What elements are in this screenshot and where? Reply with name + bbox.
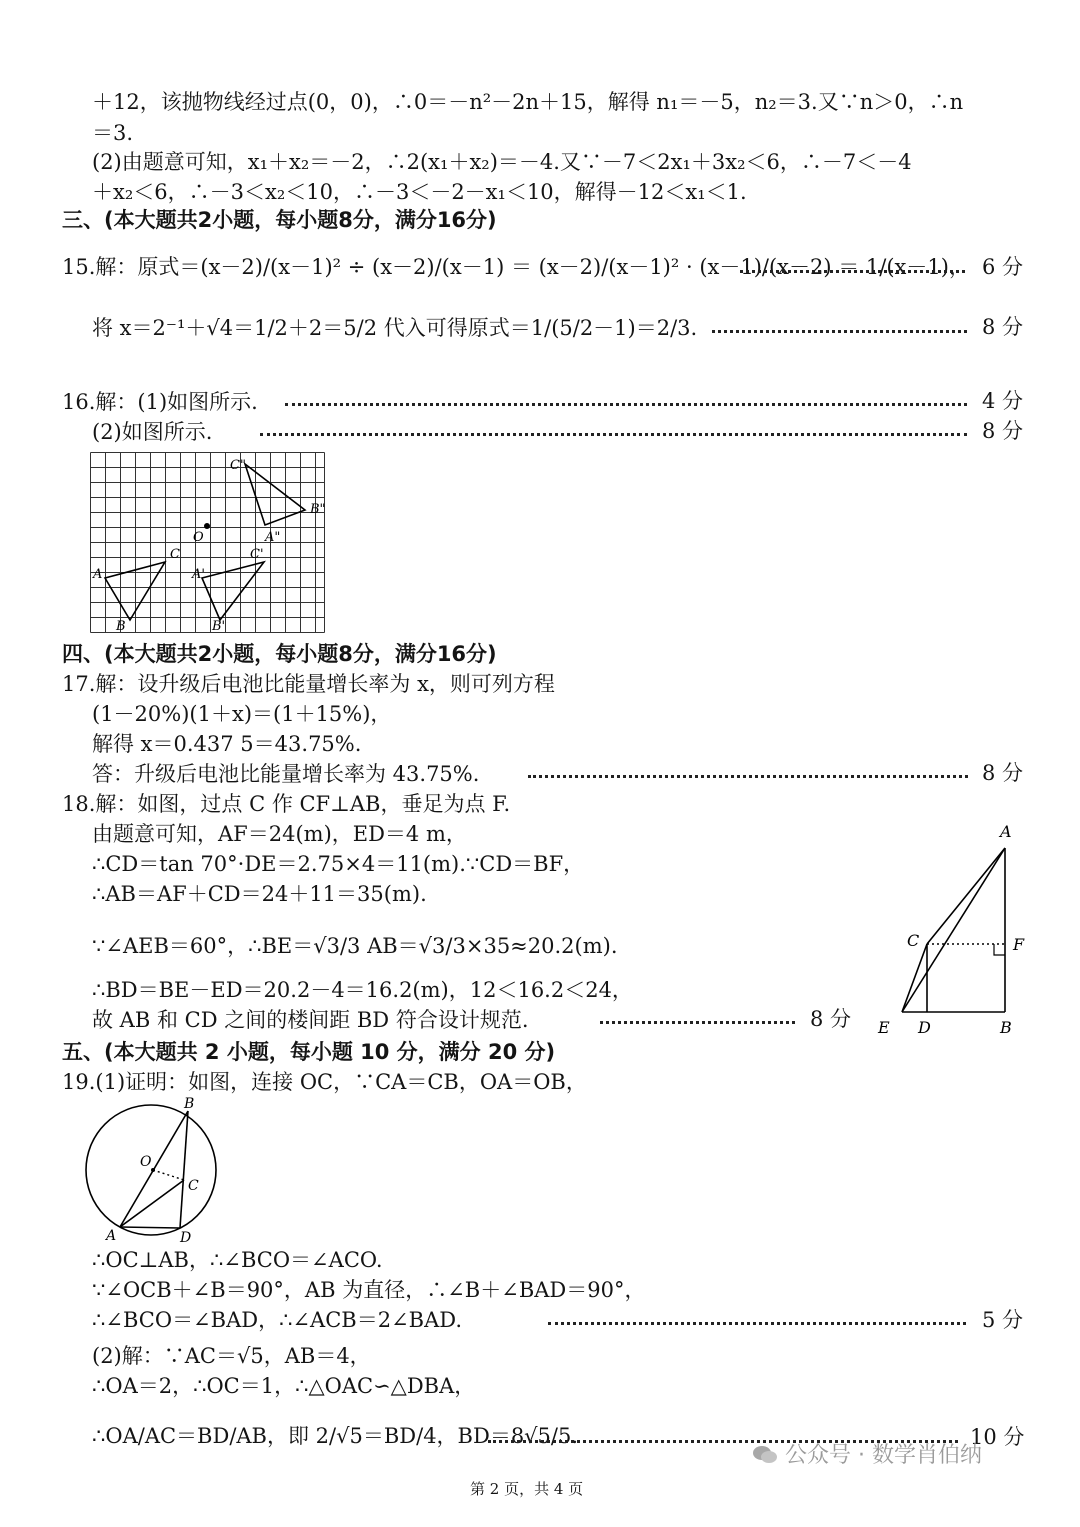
text-line-3: (2)由题意可知，x₁＋x₂＝－2，∴2(x₁＋x₂)＝－4.又∵－7＜2x₁＋3x₂＜6，∴－7＜－4 — [92, 150, 912, 174]
label-a: A — [106, 1228, 117, 1244]
score-q16-2: 8 分 — [982, 419, 1024, 443]
q18-line-1: 18.解：如图，过点 C 作 CF⊥AB，垂足为点 F. — [62, 792, 511, 816]
q19-line-5: (2)解：∵AC＝√5，AB＝4， — [92, 1344, 371, 1368]
label-b: B — [184, 1096, 195, 1112]
label-o: O — [193, 530, 204, 545]
section-3-heading: 三、(本大题共2小题，每小题8分，满分16分) — [62, 208, 497, 232]
segment-ac — [120, 1180, 184, 1227]
label-b: B — [1000, 1018, 1012, 1037]
label-b: B — [116, 619, 126, 634]
q16-line-1: 16.解：(1)如图所示. — [62, 390, 258, 414]
leader-dots — [600, 1021, 795, 1024]
q19-line-3: ∵∠OCB＋∠B＝90°，AB 为直径，∴∠B＋∠BAD＝90°， — [92, 1278, 646, 1302]
q19-line-6: ∴OA＝2，∴OC＝1，∴△OAC∽△DBA， — [92, 1374, 476, 1398]
label-d: D — [180, 1230, 192, 1246]
figure-18-buildings — [872, 820, 1042, 1040]
triangle-a2b2c2 — [245, 464, 305, 525]
label-c: C — [188, 1178, 199, 1194]
score-q18: 8 分 — [810, 1007, 852, 1031]
q16-line-2: (2)如图所示. — [92, 420, 213, 444]
segment-bd — [180, 1111, 188, 1228]
leader-dots — [740, 270, 965, 273]
label-d: D — [918, 1018, 931, 1037]
label-b2: B" — [310, 502, 326, 517]
label-e: E — [878, 1018, 890, 1037]
q18-line-7: 故 AB 和 CD 之间的楼间距 BD 符合设计规范. — [92, 1008, 529, 1032]
label-b1: B' — [212, 619, 226, 634]
score-q15-2: 8 分 — [982, 315, 1024, 339]
figure-19-circle — [78, 1096, 228, 1244]
leader-dots — [285, 403, 967, 406]
leader-dots — [712, 330, 967, 333]
score-q19-2: 10 分 — [970, 1425, 1025, 1449]
q17-line-4: 答：升级后电池比能量增长率为 43.75%. — [92, 762, 480, 786]
q18-line-5: ∵∠AEB＝60°，∴BE＝√3/3 AB＝√3/3×35≈20.2(m). — [92, 934, 618, 958]
label-a2: A" — [265, 530, 281, 545]
text-line-2: ＝3. — [92, 121, 134, 145]
score-q16-1: 4 分 — [982, 389, 1024, 413]
text-line-1: ＋12，该抛物线经过点(0，0)，∴0＝－n²－2n＋15，解得 n₁＝－5，n₂＝3.又∵n＞0，∴n — [92, 90, 964, 114]
q19-line-2: ∴OC⊥AB，∴∠BCO＝∠ACO. — [92, 1248, 383, 1272]
text-line-4: ＋x₂＜6，∴－3＜x₂＜10，∴－3＜－2－x₁＜10，解得－12＜x₁＜1. — [92, 180, 747, 204]
leader-dots — [260, 433, 967, 436]
point-o — [204, 523, 210, 529]
q18-line-3: ∴CD＝tan 70°·DE＝2.75×4＝11(m).∵CD＝BF， — [92, 852, 585, 876]
q18-line-4: ∴AB＝AF＋CD＝24＋11＝35(m). — [92, 882, 427, 906]
label-a: A — [1000, 822, 1012, 841]
label-f: F — [1013, 935, 1025, 954]
q18-line-6: ∴BD＝BE－ED＝20.2－4＝16.2(m)，12＜16.2＜24， — [92, 978, 633, 1002]
segment-oc — [153, 1170, 184, 1180]
q17-line-1: 17.解：设升级后电池比能量增长率为 x，则可列方程 — [62, 672, 555, 696]
q18-line-2: 由题意可知，AF＝24(m)，ED＝4 m， — [92, 822, 467, 846]
label-c2: C" — [230, 458, 246, 473]
leader-dots — [528, 775, 968, 778]
score-q19-1: 5 分 — [982, 1308, 1024, 1332]
q19-line-1: 19.(1)证明：如图，连接 OC，∵CA＝CB，OA＝OB， — [62, 1070, 587, 1094]
segment-ea — [902, 848, 1005, 1012]
q19-line-4: ∴∠BCO＝∠BAD，∴∠ACB＝2∠BAD. — [92, 1308, 463, 1332]
right-angle-mark — [994, 944, 1005, 955]
label-c1: C' — [250, 547, 264, 562]
grid-lines — [91, 453, 325, 633]
label-c: C — [170, 547, 180, 562]
segment-ca — [927, 848, 1005, 944]
watermark-text: 公众号 · 数学肖伯纳 — [785, 1443, 982, 1468]
label-a1: A' — [192, 567, 205, 582]
leader-dots — [548, 1322, 966, 1325]
label-c: C — [907, 931, 920, 950]
watermark — [752, 1438, 982, 1469]
wechat-icon — [752, 1445, 778, 1465]
section-5-heading: 五、(本大题共 2 小题，每小题 10 分，满分 20 分) — [62, 1040, 556, 1064]
q15-line-1: 15.解：原式＝(x－2)/(x－1)² ÷ (x－2)/(x－1) ＝ (x－2)/(x－1)² · (x－1)/(x－2) ＝ 1/(x－1)， — [62, 255, 970, 279]
label-a: A — [93, 567, 103, 582]
score-q15-1: 6 分 — [982, 255, 1024, 279]
triangle-a1b1c1 — [202, 562, 264, 620]
q15-line-2: 将 x＝2⁻¹＋√4＝1/2＋2＝5/2 代入可得原式＝1/(5/2－1)＝2/3. — [92, 316, 698, 340]
q19-line-7: ∴OA/AC＝BD/AB，即 2/√5＝BD/4，BD＝8√5/5. — [92, 1424, 579, 1448]
q17-line-3: 解得 x＝0.437 5＝43.75%. — [92, 732, 362, 756]
page-footer: 第 2 页，共 4 页 — [470, 1480, 584, 1498]
section-4-heading: 四、(本大题共2小题，每小题8分，满分16分) — [62, 642, 497, 666]
label-o: O — [140, 1154, 152, 1170]
figure-16-grid — [90, 452, 326, 634]
segment-ad — [120, 1227, 180, 1228]
score-q17: 8 分 — [982, 761, 1024, 785]
q17-line-2: (1－20%)(1＋x)＝(1＋15%)， — [92, 702, 392, 726]
